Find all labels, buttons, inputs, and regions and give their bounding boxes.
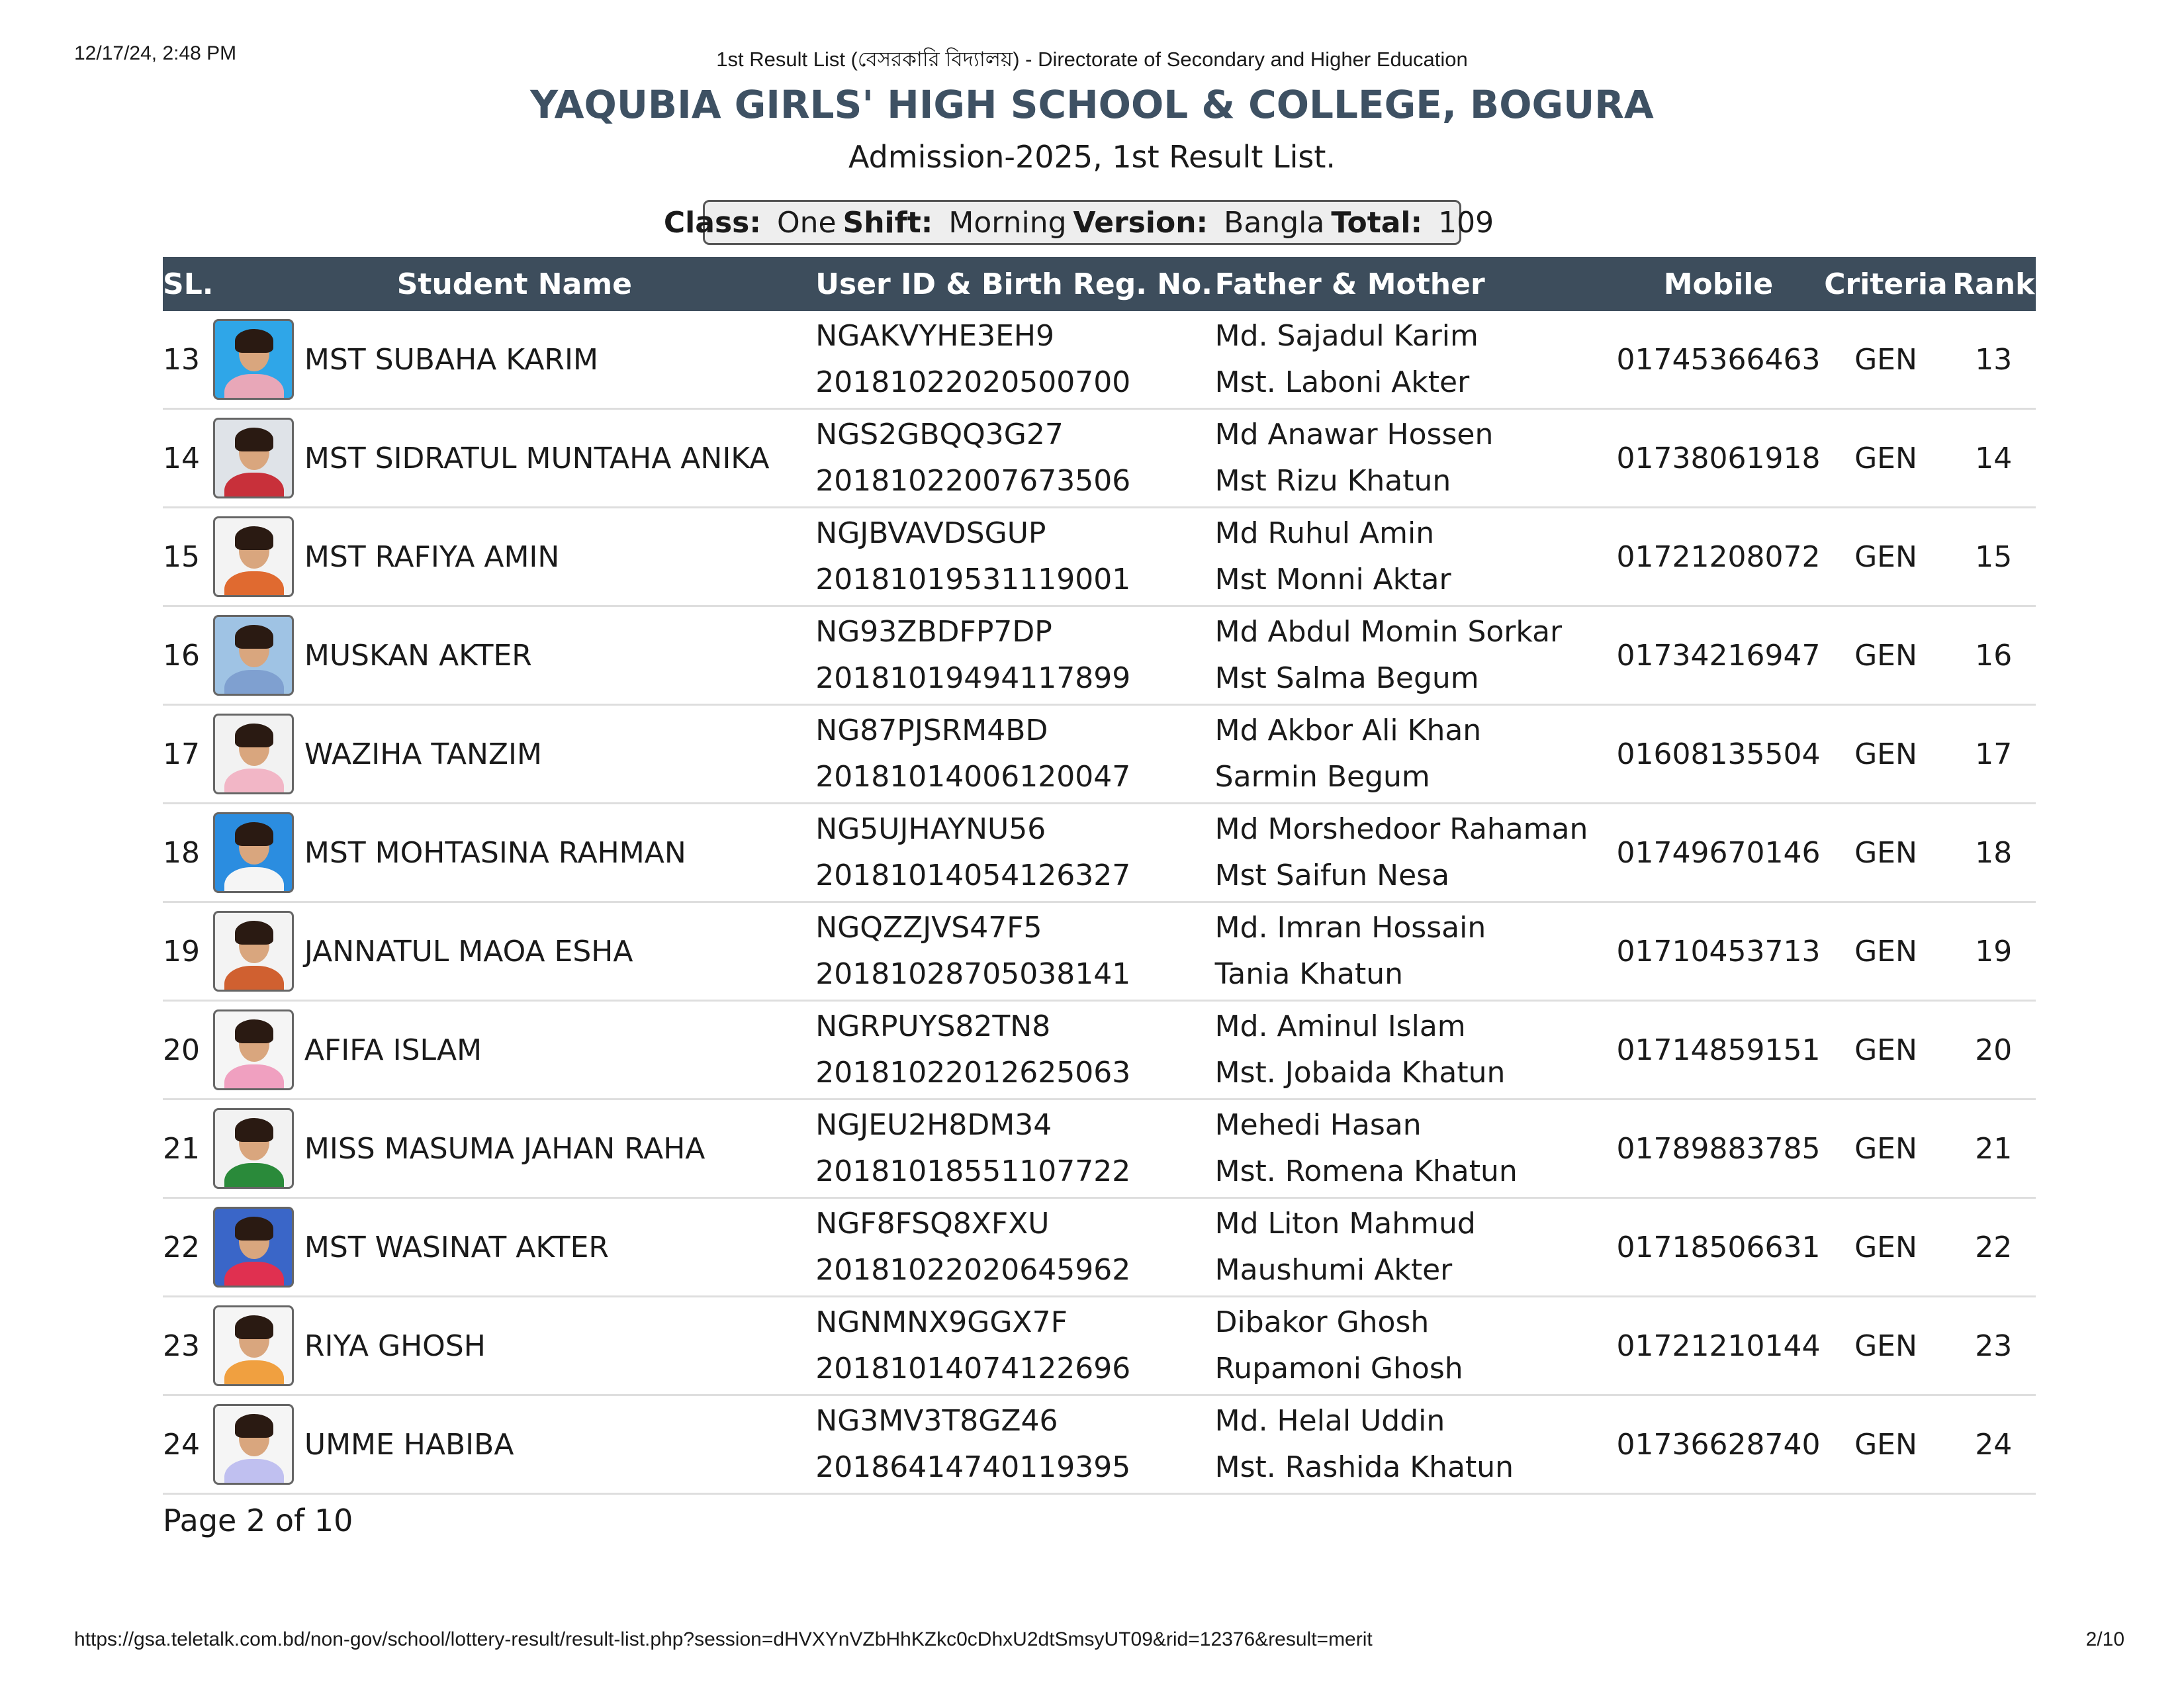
id-cell <box>815 902 1214 1001</box>
birth-reg-no: 20181018551107722 <box>815 1154 1131 1188</box>
student-photo <box>213 812 294 893</box>
mobile-number: 01749670146 <box>1617 804 1821 902</box>
birth-reg-no: 20181019494117899 <box>815 661 1131 695</box>
mother-name: Mst. Jobaida Khatun <box>1214 1056 1506 1090</box>
student-photo <box>213 418 294 498</box>
mother-name: Mst. Laboni Akter <box>1214 365 1470 399</box>
sl-cell: 13 <box>163 311 213 409</box>
photo-cell <box>213 1001 304 1100</box>
id-cell <box>815 606 1214 705</box>
result-table <box>163 257 2036 1495</box>
student-name: MST WASINAT AKTER <box>304 1198 815 1297</box>
father-name: Md. Imran Hossain <box>1214 911 1486 945</box>
mother-name: Sarmin Begum <box>1214 760 1430 794</box>
criteria: GEN <box>1820 804 1951 902</box>
father-name: Mehedi Hasan <box>1214 1108 1422 1142</box>
sl-cell: 15 <box>163 508 213 606</box>
photo-cell <box>213 1198 304 1297</box>
table-row <box>163 705 2036 804</box>
shift-label: Shift: <box>842 205 933 240</box>
birth-reg-no: 20186414740119395 <box>815 1450 1131 1484</box>
rank: 21 <box>1952 1100 2036 1198</box>
table-header-row <box>163 257 2036 311</box>
mother-name: Mst Rizu Khatun <box>1214 464 1451 498</box>
parents-cell <box>1215 508 1617 606</box>
criteria: GEN <box>1820 902 1951 1001</box>
photo-cell <box>213 508 304 606</box>
column-header-rank: Rank <box>1952 257 2036 311</box>
print-page-count: 2/10 <box>2085 1628 2124 1650</box>
class-value: One <box>776 205 837 240</box>
photo-cell <box>213 606 304 705</box>
student-name: MST SUBAHA KARIM <box>304 311 815 409</box>
photo-cell <box>213 1297 304 1395</box>
parents-cell <box>1215 902 1617 1001</box>
id-cell <box>815 1395 1214 1494</box>
criteria: GEN <box>1820 1001 1951 1100</box>
criteria: GEN <box>1820 1198 1951 1297</box>
user-id: NG3MV3T8GZ46 <box>815 1404 1058 1438</box>
photo-cell <box>213 804 304 902</box>
student-name: RIYA GHOSH <box>304 1297 815 1395</box>
mobile-number: 01738061918 <box>1617 409 1821 508</box>
birth-reg-no: 20181022012625063 <box>815 1056 1131 1090</box>
column-header-parents: Father & Mother <box>1215 257 1617 311</box>
column-header-mobile: Mobile <box>1617 257 1821 311</box>
father-name: Md Abdul Momin Sorkar <box>1214 615 1563 649</box>
father-name: Md Liton Mahmud <box>1214 1207 1476 1241</box>
student-name: WAZIHA TANZIM <box>304 705 815 804</box>
photo-cell <box>213 311 304 409</box>
sl-cell: 22 <box>163 1198 213 1297</box>
result-list-subtitle: Admission-2025, 1st Result List. <box>848 139 1336 175</box>
student-photo <box>213 1404 294 1485</box>
sl-cell: 18 <box>163 804 213 902</box>
table-row <box>163 1198 2036 1297</box>
mobile-number: 01718506631 <box>1617 1198 1821 1297</box>
sl-cell: 14 <box>163 409 213 508</box>
student-name: MST SIDRATUL MUNTAHA ANIKA <box>304 409 815 508</box>
student-photo <box>213 319 294 400</box>
father-name: Md Anawar Hossen <box>1214 418 1494 451</box>
mobile-number: 01608135504 <box>1617 705 1821 804</box>
user-id: NGJEU2H8DM34 <box>815 1108 1052 1142</box>
column-header-sl: SL. <box>163 257 213 311</box>
photo-cell <box>213 409 304 508</box>
print-datetime: 12/17/24, 2:48 PM <box>74 42 237 64</box>
student-photo <box>213 1009 294 1090</box>
photo-cell <box>213 1100 304 1198</box>
user-id: NG93ZBDFP7DP <box>815 615 1052 649</box>
criteria: GEN <box>1820 1100 1951 1198</box>
table-row <box>163 1395 2036 1494</box>
user-id: NG87PJSRM4BD <box>815 714 1048 747</box>
column-header-criteria: Criteria <box>1820 257 1951 311</box>
shift-value: Morning <box>948 205 1067 240</box>
user-id: NG5UJHAYNU56 <box>815 812 1046 846</box>
rank: 16 <box>1952 606 2036 705</box>
table-row <box>163 606 2036 705</box>
id-cell <box>815 409 1214 508</box>
pagination-label: Page 2 of 10 <box>163 1503 353 1538</box>
class-label: Class: <box>663 205 761 240</box>
rank: 13 <box>1952 311 2036 409</box>
criteria: GEN <box>1820 705 1951 804</box>
birth-reg-no: 20181022020500700 <box>815 365 1131 399</box>
user-id: NGNMNX9GGX7F <box>815 1305 1068 1339</box>
user-id: NGQZZJVS47F5 <box>815 911 1042 945</box>
parents-cell <box>1215 606 1617 705</box>
student-photo <box>213 615 294 696</box>
rank: 18 <box>1952 804 2036 902</box>
student-photo <box>213 1305 294 1386</box>
user-id: NGAKVYHE3EH9 <box>815 319 1054 353</box>
mother-name: Mst. Rashida Khatun <box>1214 1450 1514 1484</box>
sl-cell: 20 <box>163 1001 213 1100</box>
rank: 24 <box>1952 1395 2036 1494</box>
id-cell <box>815 1198 1214 1297</box>
parents-cell <box>1215 705 1617 804</box>
birth-reg-no: 20181014006120047 <box>815 760 1131 794</box>
parents-cell <box>1215 804 1617 902</box>
rank: 17 <box>1952 705 2036 804</box>
school-title: YAQUBIA GIRLS' HIGH SCHOOL & COLLEGE, BOGURA <box>530 82 1654 127</box>
student-photo <box>213 516 294 597</box>
mobile-number: 01710453713 <box>1617 902 1821 1001</box>
student-name: MUSKAN AKTER <box>304 606 815 705</box>
id-cell <box>815 1100 1214 1198</box>
mother-name: Maushumi Akter <box>1214 1253 1453 1287</box>
mother-name: Tania Khatun <box>1214 957 1404 991</box>
rank: 19 <box>1952 902 2036 1001</box>
mother-name: Mst Saifun Nesa <box>1214 859 1450 892</box>
filter-summary <box>663 200 1494 245</box>
mobile-number: 01789883785 <box>1617 1100 1821 1198</box>
version-label: Version: <box>1073 205 1208 240</box>
student-photo <box>213 1207 294 1288</box>
total-value: 109 <box>1438 205 1494 240</box>
birth-reg-no: 20181014054126327 <box>815 859 1131 892</box>
table-row <box>163 1001 2036 1100</box>
mother-name: Rupamoni Ghosh <box>1214 1352 1463 1385</box>
student-name: MST MOHTASINA RAHMAN <box>304 804 815 902</box>
criteria: GEN <box>1820 311 1951 409</box>
id-cell <box>815 508 1214 606</box>
parents-cell <box>1215 311 1617 409</box>
id-cell <box>815 705 1214 804</box>
student-photo <box>213 714 294 794</box>
rank: 14 <box>1952 409 2036 508</box>
table-row <box>163 409 2036 508</box>
birth-reg-no: 20181022020645962 <box>815 1253 1131 1287</box>
sl-cell: 17 <box>163 705 213 804</box>
table-row <box>163 1100 2036 1198</box>
rank: 22 <box>1952 1198 2036 1297</box>
photo-cell <box>213 705 304 804</box>
student-name: AFIFA ISLAM <box>304 1001 815 1100</box>
father-name: Md. Helal Uddin <box>1214 1404 1445 1438</box>
sl-cell: 16 <box>163 606 213 705</box>
id-cell <box>815 804 1214 902</box>
user-id: NGRPUYS82TN8 <box>815 1009 1051 1043</box>
mobile-number: 01736628740 <box>1617 1395 1821 1494</box>
student-name: MISS MASUMA JAHAN RAHA <box>304 1100 815 1198</box>
id-cell <box>815 1001 1214 1100</box>
version-value: Bangla <box>1224 205 1325 240</box>
table-row <box>163 804 2036 902</box>
father-name: Dibakor Ghosh <box>1214 1305 1430 1339</box>
mother-name: Mst. Romena Khatun <box>1214 1154 1518 1188</box>
birth-reg-no: 20181028705038141 <box>815 957 1131 991</box>
id-cell <box>815 311 1214 409</box>
father-name: Md Akbor Ali Khan <box>1214 714 1482 747</box>
mobile-number: 01714859151 <box>1617 1001 1821 1100</box>
birth-reg-no: 20181019531119001 <box>815 563 1131 596</box>
mobile-number: 01745366463 <box>1617 311 1821 409</box>
mobile-number: 01721208072 <box>1617 508 1821 606</box>
parents-cell <box>1215 1001 1617 1100</box>
sl-cell: 21 <box>163 1100 213 1198</box>
table-row <box>163 508 2036 606</box>
parents-cell <box>1215 1297 1617 1395</box>
criteria: GEN <box>1820 508 1951 606</box>
photo-cell <box>213 902 304 1001</box>
mobile-number: 01734216947 <box>1617 606 1821 705</box>
sl-cell: 19 <box>163 902 213 1001</box>
table-row <box>163 902 2036 1001</box>
criteria: GEN <box>1820 606 1951 705</box>
student-name: MST RAFIYA AMIN <box>304 508 815 606</box>
sl-cell: 23 <box>163 1297 213 1395</box>
birth-reg-no: 20181022007673506 <box>815 464 1131 498</box>
rank: 23 <box>1952 1297 2036 1395</box>
user-id: NGJBVAVDSGUP <box>815 516 1046 550</box>
parents-cell <box>1215 1198 1617 1297</box>
father-name: Md. Aminul Islam <box>1214 1009 1466 1043</box>
student-photo <box>213 1108 294 1189</box>
user-id: NGF8FSQ8XFXU <box>815 1207 1050 1241</box>
print-url: https://gsa.teletalk.com.bd/non-gov/school/lottery-result/result-list.php?session=dHVXYnVZbHhKZkc0cDhxU2dtSmsyUT09&rid=12376&result=merit <box>74 1628 1373 1650</box>
criteria: GEN <box>1820 1297 1951 1395</box>
student-name: JANNATUL MAOA ESHA <box>304 902 815 1001</box>
parents-cell <box>1215 1100 1617 1198</box>
student-photo <box>213 911 294 992</box>
user-id: NGS2GBQQ3G27 <box>815 418 1064 451</box>
father-name: Md. Sajadul Karim <box>1214 319 1479 353</box>
father-name: Md Ruhul Amin <box>1214 516 1435 550</box>
column-header-student-name: Student Name <box>213 257 815 311</box>
photo-cell <box>213 1395 304 1494</box>
rank: 20 <box>1952 1001 2036 1100</box>
table-row <box>163 1297 2036 1395</box>
parents-cell <box>1215 409 1617 508</box>
father-name: Md Morshedoor Rahaman <box>1214 812 1588 846</box>
mother-name: Mst Monni Aktar <box>1214 563 1451 596</box>
rank: 15 <box>1952 508 2036 606</box>
criteria: GEN <box>1820 1395 1951 1494</box>
column-header-user-id: User ID & Birth Reg. No. <box>815 257 1214 311</box>
mobile-number: 01721210144 <box>1617 1297 1821 1395</box>
id-cell <box>815 1297 1214 1395</box>
table-row <box>163 311 2036 409</box>
mother-name: Mst Salma Begum <box>1214 661 1479 695</box>
criteria: GEN <box>1820 409 1951 508</box>
total-label: Total: <box>1331 205 1423 240</box>
print-page-title: 1st Result List (বেসরকারি বিদ্যালয়) - Directorate of Secondary and Higher Education <box>716 48 1468 71</box>
sl-cell: 24 <box>163 1395 213 1494</box>
parents-cell <box>1215 1395 1617 1494</box>
birth-reg-no: 20181014074122696 <box>815 1352 1131 1385</box>
student-name: UMME HABIBA <box>304 1395 815 1494</box>
